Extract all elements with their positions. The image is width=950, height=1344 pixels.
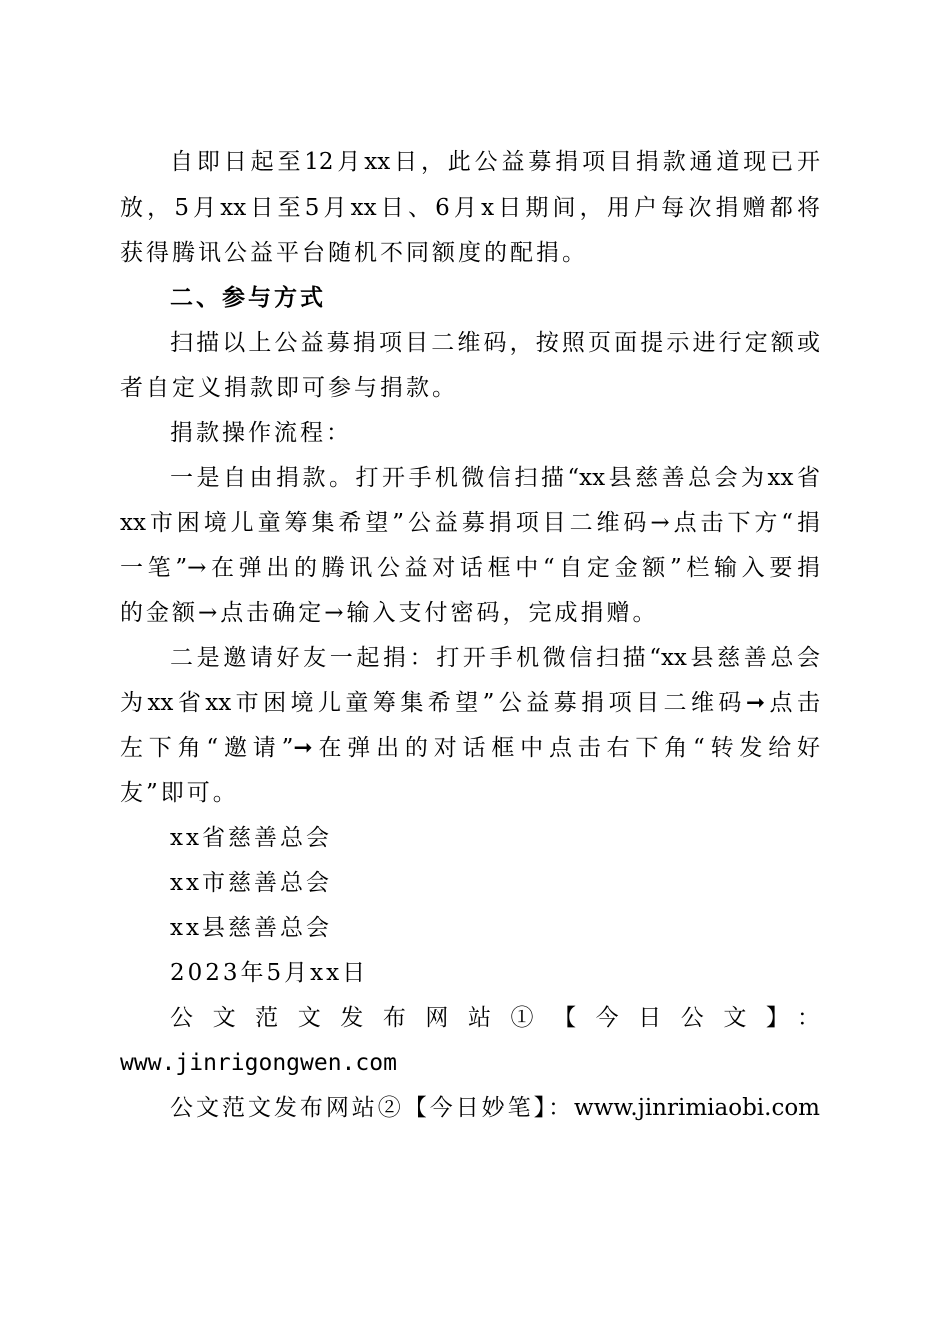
paragraph-2-line-2: 者自定义捐款即可参与捐款。 [120, 375, 458, 401]
footer-site-1-url[interactable]: www.jinrigongwen.com [120, 1050, 397, 1076]
paragraph-1-line-2: 放，5月xx日至5月xx日、6月x日期间，用户每次捐赠都将 [120, 195, 820, 221]
paragraph-5-line-3: 左下角“邀请”➞在弹出的对话框中点击右下角“转发给好 [120, 735, 820, 761]
document-date: 2023年5月xx日 [170, 960, 369, 986]
section-heading: 二、参与方式 [170, 284, 326, 311]
signature-province: xx省慈善总会 [170, 825, 332, 851]
paragraph-4-line-1: 一是自由捐款。打开手机微信扫描“xx县慈善总会为xx省 [170, 465, 820, 491]
footer-site-1-title: 公文范文发布网站①【今日公文】： [170, 1005, 820, 1031]
paragraph-5-line-4: 友”即可。 [120, 780, 239, 806]
paragraph-1-line-3: 获得腾讯公益平台随机不同额度的配捐。 [120, 240, 588, 266]
footer-site-2[interactable]: 公文范文发布网站②【今日妙笔】：www.jinrimiaobi.com [170, 1095, 820, 1121]
paragraph-5-line-2: 为xx省xx市困境儿童筹集希望”公益募捐项目二维码➞点击 [120, 690, 820, 716]
paragraph-2-line-1: 扫描以上公益募捐项目二维码，按照页面提示进行定额或 [170, 330, 820, 356]
signature-county: xx县慈善总会 [170, 915, 332, 941]
paragraph-4-line-2: xx市困境儿童筹集希望”公益募捐项目二维码→点击下方“捐 [120, 510, 820, 536]
paragraph-3: 捐款操作流程： [170, 420, 352, 446]
paragraph-1-line-1: 自即日起至12月xx日，此公益募捐项目捐款通道现已开 [170, 149, 820, 175]
signature-city: xx市慈善总会 [170, 870, 332, 896]
paragraph-4-line-4: 的金额→点击确定→输入支付密码，完成捐赠。 [120, 600, 659, 626]
paragraph-5-line-1: 二是邀请好友一起捐：打开手机微信扫描“xx县慈善总会 [170, 645, 820, 671]
paragraph-4-line-3: 一笔”→在弹出的腾讯公益对话框中“自定金额”栏输入要捐 [120, 555, 820, 581]
